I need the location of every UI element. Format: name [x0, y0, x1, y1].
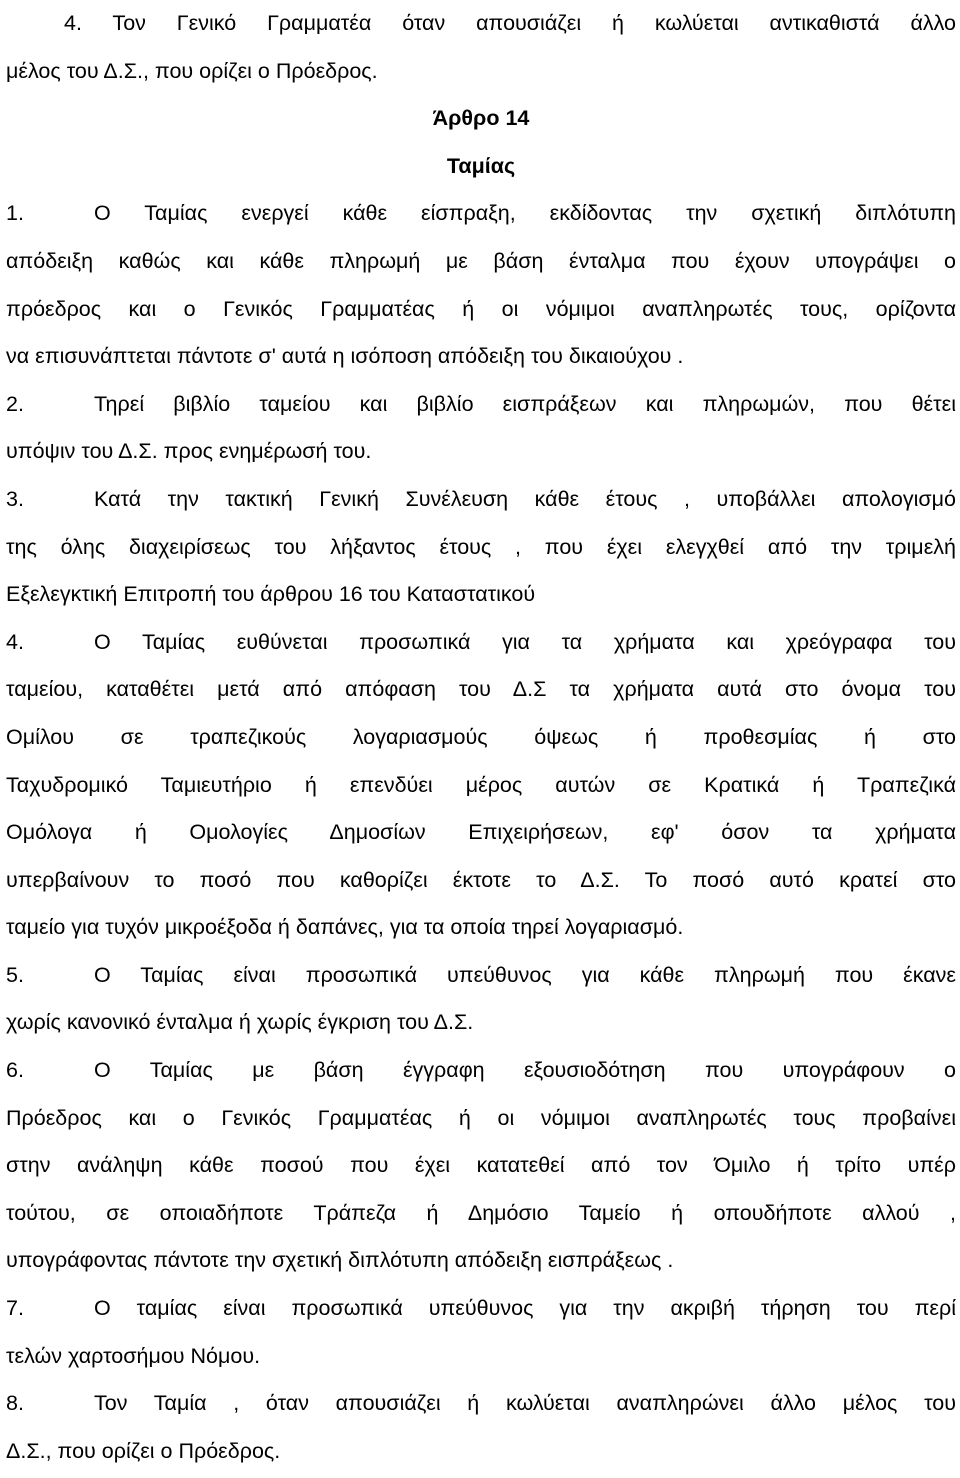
item-line: ταμείου, καταθέτει μετά από απόφαση του Δ.Σ τα χρήματα αυτά στο όνομα του [6, 677, 956, 702]
item-line: Τον Ταμία , όταν απουσιάζει ή κωλύεται αναπληρώνει άλλο μέλος του [94, 1391, 956, 1416]
item-line: Πρόεδρος και ο Γενικός Γραμματέας ή οι νόμιμοι αναπληρωτές τους προβαίνει [6, 1105, 956, 1130]
item-first-line [6, 190, 956, 238]
intro-line-1: 4. Τον Γενικό Γραμματέα όταν απουσιάζει ή κωλύεται αντικαθιστά άλλο [64, 11, 956, 35]
item-line: χωρίς κανονικό ένταλμα ή χωρίς έγκριση του Δ.Σ. [6, 1010, 474, 1035]
article-title: Άρθρο 14 [432, 106, 530, 131]
item-line: Ομίλου σε τραπεζικούς λογαριασμούς όψεως ή προθεσμίας ή στο [6, 724, 956, 749]
item-3 [6, 476, 956, 619]
item-number: 3. [6, 486, 24, 511]
intro-paragraph-cont [6, 48, 956, 96]
item-line: Ο Ταμίας με βάση έγγραφη εξουσιοδότηση που υπογράφουν ο [94, 1058, 956, 1083]
item-line: Ο ταμίας είναι προσωπικά υπεύθυνος για την ακριβή τήρηση του περί [94, 1296, 956, 1321]
item-line: Τηρεί βιβλίο ταμείου και βιβλίο εισπράξεων και πληρωμών, που θέτει [94, 391, 956, 416]
item-line: Δ.Σ., που ορίζει ο Πρόεδρος. [6, 1438, 281, 1463]
item-line: υπογράφοντας πάντοτε την σχετική διπλότυπη απόδειξη εισπράξεως . [6, 1248, 674, 1273]
item-line: τελών χαρτοσήμου Νόμου. [6, 1343, 261, 1368]
item-line: Εξελεγκτική Επιτροπή του άρθρου 16 του Καταστατικού [6, 582, 536, 607]
item-line: απόδειξη καθώς και κάθε πληρωμή με βάση ένταλμα που έχουν υπογράψει ο [6, 248, 956, 273]
item-line: Κατά την τακτική Γενική Συνέλευση κάθε έτους , υποβάλλει απολογισμό [94, 486, 956, 511]
item-number: 2. [6, 391, 24, 416]
item-line: στην ανάληψη κάθε ποσού που έχει κατατεθεί από τον Όμιλο ή τρίτο υπέρ [6, 1153, 956, 1178]
item-line: υπόψιν του Δ.Σ. προς ενημέρωσή του. [6, 439, 372, 464]
item-line: Ο Ταμίας ενεργεί κάθε είσπραξη, εκδίδοντας την σχετική διπλότυπη [94, 201, 956, 226]
item-4 [6, 619, 956, 952]
intro-line-2: μέλος του Δ.Σ., που ορίζει ο Πρόεδρος. [6, 58, 378, 83]
item-number: 8. [6, 1391, 24, 1416]
item-1 [6, 190, 956, 380]
item-line: Ταχυδρομικό Ταμιευτήριο ή επενδύει μέρος αυτών σε Κρατικά ή Τραπεζικά [6, 772, 956, 797]
item-5 [6, 952, 956, 1047]
document-page [6, 0, 956, 1475]
intro-paragraph [6, 0, 956, 48]
item-line: να επισυνάπτεται πάντοτε σ' αυτά η ισόποση απόδειξη του δικαιούχου . [6, 344, 684, 369]
item-number: 6. [6, 1058, 24, 1083]
item-line: Ο Ταμίας είναι προσωπικά υπεύθυνος για κάθε πληρωμή που έκανε [94, 962, 956, 987]
item-line: ταμείο για τυχόν μικροέξοδα ή δαπάνες, για τα οποία τηρεί λογαριασμό. [6, 915, 684, 940]
item-number: 5. [6, 962, 24, 987]
item-number: 7. [6, 1296, 24, 1321]
item-line: τούτου, σε οποιαδήποτε Τράπεζα ή Δημόσιο Ταμείο ή οπουδήποτε αλλού , [6, 1200, 956, 1225]
item-2 [6, 381, 956, 476]
item-7 [6, 1285, 956, 1380]
item-8 [6, 1380, 956, 1475]
item-line: υπερβαίνουν το ποσό που καθορίζει έκτοτε το Δ.Σ. Το ποσό αυτό κρατεί στο [6, 867, 956, 892]
article-subtitle: Ταμίας [446, 153, 516, 178]
item-6 [6, 1047, 956, 1285]
item-line: πρόεδρος και ο Γενικός Γραμματέας ή οι νόμιμοι αναπληρωτές τους, ορίζοντα [6, 296, 956, 321]
item-number: 1. [6, 201, 24, 226]
item-number: 4. [6, 629, 24, 654]
item-line: Ομόλογα ή Ομολογίες Δημοσίων Επιχειρήσεων, εφ' όσον τα χρήματα [6, 820, 956, 845]
item-line: Ο Ταμίας ευθύνεται προσωπικά για τα χρήματα και χρεόγραφα του [94, 629, 956, 654]
item-line: της όλης διαχειρίσεως του λήξαντος έτους , που έχει ελεγχθεί από την τριμελή [6, 534, 956, 559]
